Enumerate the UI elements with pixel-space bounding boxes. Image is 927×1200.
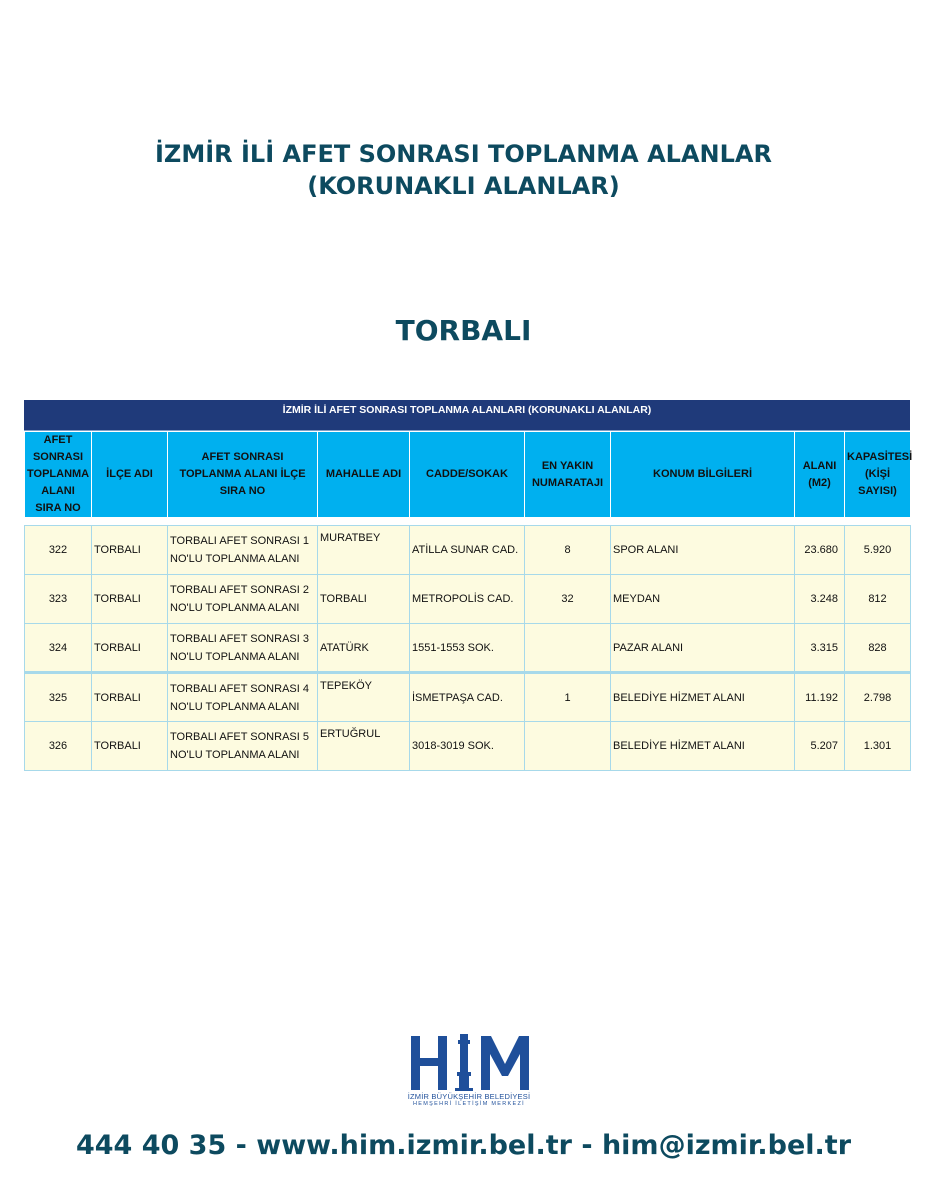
cell-sira-no: 324 — [25, 624, 92, 673]
title-line-1: İZMİR İLİ AFET SONRASI TOPLANMA ALANLAR — [155, 140, 772, 168]
col-header-konum: KONUM BİLGİLERİ — [611, 432, 795, 518]
cell-alan-adi: TORBALI AFET SONRASI 5 NO'LU TOPLANMA ALANI — [168, 722, 318, 771]
cell-mahalle: ERTUĞRUL — [318, 722, 410, 771]
district-heading: TORBALI — [395, 314, 532, 347]
cell-mahalle: MURATBEY — [318, 526, 410, 575]
cell-numarataj: 8 — [525, 526, 611, 575]
table-header-row — [25, 432, 911, 518]
cell-cadde: 3018-3019 SOK. — [410, 722, 525, 771]
cell-ilce: TORBALI — [92, 526, 168, 575]
cell-kapasite: 1.301 — [845, 722, 911, 771]
cell-sira-no: 322 — [25, 526, 92, 575]
cell-mahalle: TORBALI — [318, 575, 410, 624]
col-header-sira-no: AFET SONRASI TOPLANMA ALANI SIRA NO — [25, 432, 92, 518]
cell-numarataj: 32 — [525, 575, 611, 624]
cell-alan-m2: 3.248 — [795, 575, 845, 624]
table-row — [25, 624, 911, 673]
table-row — [25, 575, 911, 624]
cell-alan-adi: TORBALI AFET SONRASI 3 NO'LU TOPLANMA ALANI — [168, 624, 318, 673]
cell-mahalle: TEPEKÖY — [318, 673, 410, 722]
cell-ilce: TORBALI — [92, 575, 168, 624]
cell-kapasite: 812 — [845, 575, 911, 624]
cell-numarataj: 1 — [525, 673, 611, 722]
cell-numarataj — [525, 624, 611, 673]
cell-alan-adi: TORBALI AFET SONRASI 1 NO'LU TOPLANMA ALANI — [168, 526, 318, 575]
cell-ilce: TORBALI — [92, 722, 168, 771]
footer-contact: 444 40 35 - www.him.izmir.bel.tr - him@izmir.bel.tr — [75, 1130, 852, 1161]
table-banner: İZMİR İLİ AFET SONRASI TOPLANMA ALANLARI (KORUNAKLI ALANLAR) — [24, 400, 910, 431]
table-row — [25, 526, 911, 575]
cell-alan-m2: 3.315 — [795, 624, 845, 673]
cell-alan-adi: TORBALI AFET SONRASI 2 NO'LU TOPLANMA ALANI — [168, 575, 318, 624]
cell-alan-m2: 5.207 — [795, 722, 845, 771]
cell-konum: SPOR ALANI — [611, 526, 795, 575]
him-logo-letters — [411, 1034, 529, 1091]
page-title — [0, 138, 927, 202]
cell-alan-adi: TORBALI AFET SONRASI 4 NO'LU TOPLANMA ALANI — [168, 673, 318, 722]
cell-kapasite: 5.920 — [845, 526, 911, 575]
cell-konum: BELEDİYE HİZMET ALANI — [611, 673, 795, 722]
cell-kapasite: 2.798 — [845, 673, 911, 722]
cell-cadde: ATİLLA SUNAR CAD. — [410, 526, 525, 575]
cell-konum: PAZAR ALANI — [611, 624, 795, 673]
logo-subtitle-1: İZMİR BÜYÜKŞEHİR BELEDİYESİ — [407, 1092, 531, 1101]
cell-alan-m2: 11.192 — [795, 673, 845, 722]
col-header-cadde: CADDE/SOKAK — [410, 432, 525, 518]
cell-cadde: İSMETPAŞA CAD. — [410, 673, 525, 722]
cell-cadde: METROPOLİS CAD. — [410, 575, 525, 624]
col-header-kapasite: KAPASİTESİ (KİŞİ SAYISI) — [845, 432, 911, 518]
cell-ilce: TORBALI — [92, 673, 168, 722]
cell-konum: BELEDİYE HİZMET ALANI — [611, 722, 795, 771]
title-line-2: (KORUNAKLI ALANLAR) — [307, 172, 620, 200]
cell-konum: MEYDAN — [611, 575, 795, 624]
assembly-areas-table — [24, 400, 913, 771]
cell-cadde: 1551-1553 SOK. — [410, 624, 525, 673]
cell-ilce: TORBALI — [92, 624, 168, 673]
cell-sira-no: 325 — [25, 673, 92, 722]
col-header-alan-adi: AFET SONRASI TOPLANMA ALANI İLÇE SIRA NO — [168, 432, 318, 518]
col-header-ilce: İLÇE ADI — [92, 432, 168, 518]
logo-subtitle-2: HEMŞEHRİ İLETİŞİM MERKEZİ — [413, 1101, 525, 1107]
cell-sira-no: 323 — [25, 575, 92, 624]
cell-sira-no: 326 — [25, 722, 92, 771]
table-row — [25, 673, 911, 722]
cell-alan-m2: 23.680 — [795, 526, 845, 575]
cell-mahalle: ATATÜRK — [318, 624, 410, 673]
cell-numarataj — [525, 722, 611, 771]
table-row — [25, 722, 911, 771]
col-header-mahalle: MAHALLE ADI — [318, 432, 410, 518]
cell-kapasite: 828 — [845, 624, 911, 673]
col-header-numarataj: EN YAKIN NUMARATAJI — [525, 432, 611, 518]
col-header-alan-m2: ALANI (M2) — [795, 432, 845, 518]
